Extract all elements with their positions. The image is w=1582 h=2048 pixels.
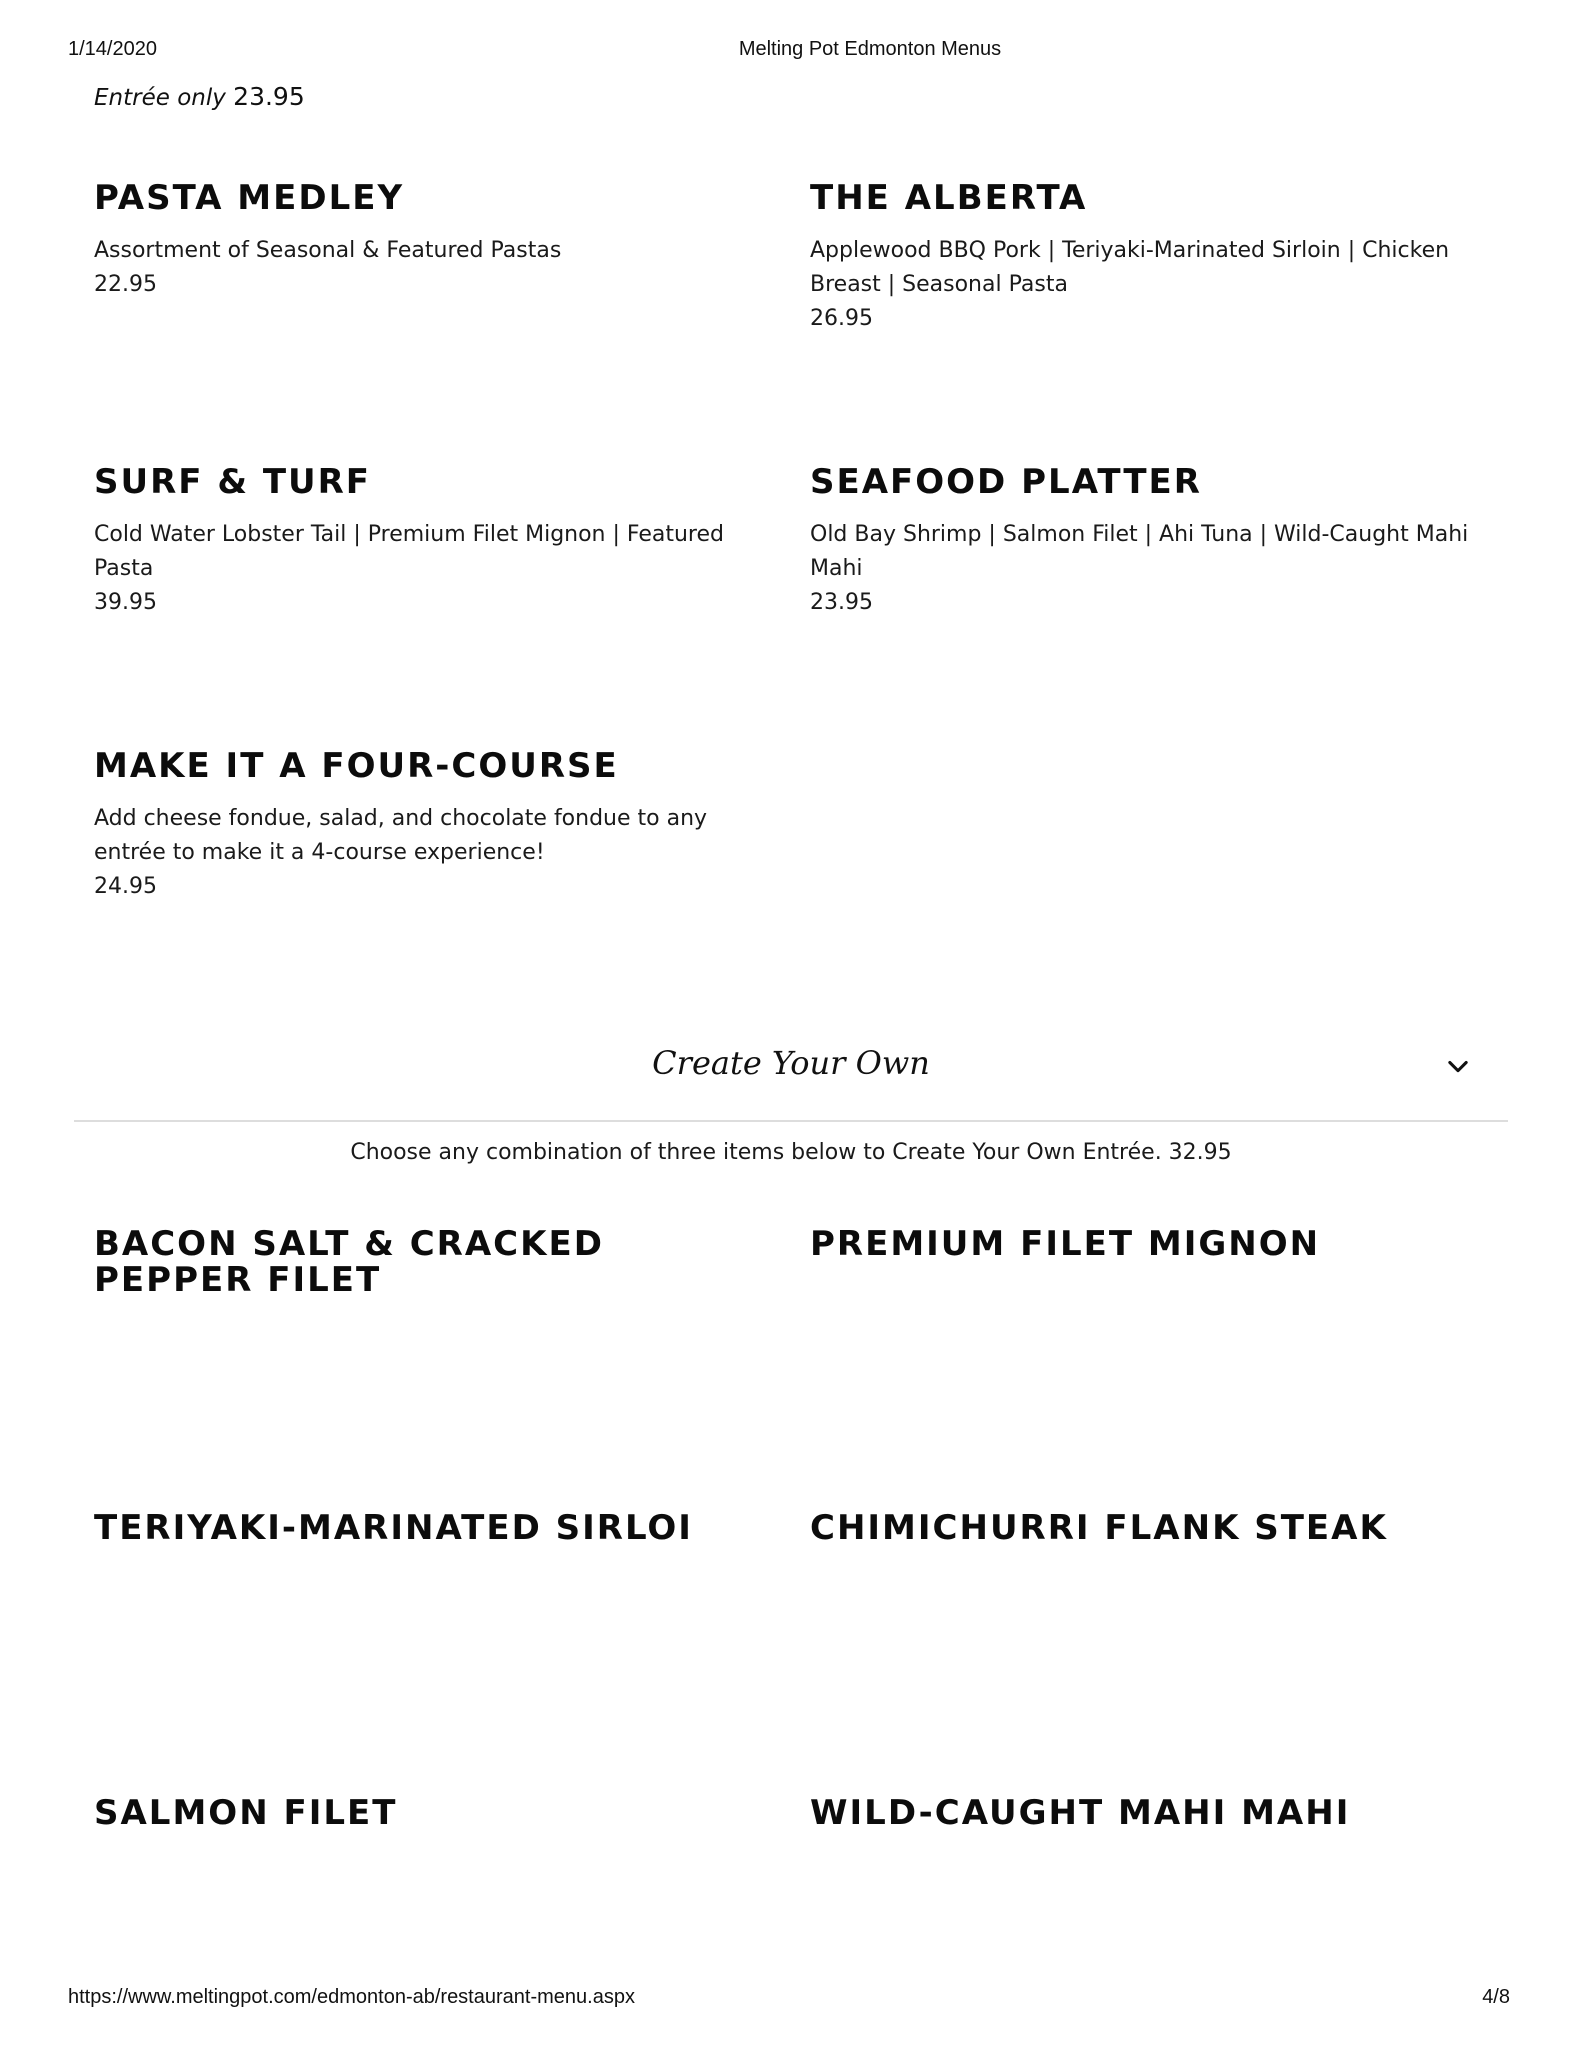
print-title: Melting Pot Edmonton Menus [738, 38, 1002, 60]
entree-only-price-line [94, 82, 305, 111]
print-url: https://www.meltingpot.com/edmonton-ab/restaurant-menu.aspx [68, 1986, 635, 2008]
menu-item-title: MAKE IT A FOUR-COURSE [94, 746, 619, 786]
menu-item-title: BACON SALT & CRACKED PEPPER FILET [94, 1224, 604, 1300]
menu-item-title: THE ALBERTA [810, 178, 1088, 218]
create-your-own-toggle[interactable] [74, 1030, 1508, 1122]
print-footer [0, 1986, 1582, 2012]
create-your-own-intro: Choose any combination of three items below to Create Your Own Entrée. 32.95 [350, 1140, 1232, 1165]
cyo-item-chimichurri-flank-steak [810, 1510, 1490, 1564]
menu-item-price: 24.95 [94, 874, 157, 899]
menu-item-title: SEAFOOD PLATTER [810, 462, 1202, 502]
entree-only-label: Entrée only [94, 85, 226, 111]
menu-item-title: SURF & TURF [94, 462, 372, 502]
menu-item-title: TERIYAKI-MARINATED SIRLOI [94, 1508, 693, 1548]
print-page-number: 4/8 [1482, 1986, 1510, 2008]
menu-item-title: CHIMICHURRI FLANK STEAK [810, 1508, 1388, 1548]
print-date: 1/14/2020 [68, 38, 157, 60]
menu-item-description: Cold Water Lobster Tail | Premium Filet Mignon | Featured Pasta [94, 522, 724, 581]
cyo-item-premium-filet-mignon [810, 1226, 1490, 1280]
menu-item-description: Old Bay Shrimp | Salmon Filet | Ahi Tuna | Wild-Caught Mahi Mahi [810, 522, 1469, 581]
cyo-item-teriyaki-sirloin [94, 1510, 774, 1564]
menu-item-the-alberta [810, 180, 1490, 336]
entree-only-price: 23.95 [233, 82, 305, 111]
menu-item-title: SALMON FILET [94, 1793, 398, 1833]
menu-item-pasta-medley [94, 180, 774, 302]
section-title: Create Your Own [652, 1044, 930, 1082]
menu-item-description: Add cheese fondue, salad, and chocolate fondue to any entrée to make it a 4-course experience! [94, 806, 708, 865]
menu-item-title: PREMIUM FILET MIGNON [810, 1224, 1321, 1264]
chevron-down-icon[interactable] [1444, 1052, 1472, 1080]
menu-item-title: PASTA MEDLEY [94, 178, 405, 218]
menu-item-four-course [94, 748, 774, 904]
menu-item-seafood-platter [810, 464, 1490, 620]
print-header [0, 38, 1582, 64]
cyo-item-wild-caught-mahi-mahi [810, 1795, 1490, 1849]
menu-item-price: 26.95 [810, 306, 873, 331]
menu-item-price: 39.95 [94, 590, 157, 615]
cyo-item-bacon-salt-filet [94, 1226, 774, 1316]
menu-item-surf-and-turf [94, 464, 774, 620]
menu-item-price: 22.95 [94, 272, 157, 297]
menu-item-price: 23.95 [810, 590, 873, 615]
cyo-item-salmon-filet [94, 1795, 774, 1849]
menu-item-description: Assortment of Seasonal & Featured Pastas [94, 238, 562, 263]
menu-item-title: WILD-CAUGHT MAHI MAHI [810, 1793, 1351, 1833]
menu-item-description: Applewood BBQ Pork | Teriyaki-Marinated Sirloin | Chicken Breast | Seasonal Pasta [810, 238, 1450, 297]
